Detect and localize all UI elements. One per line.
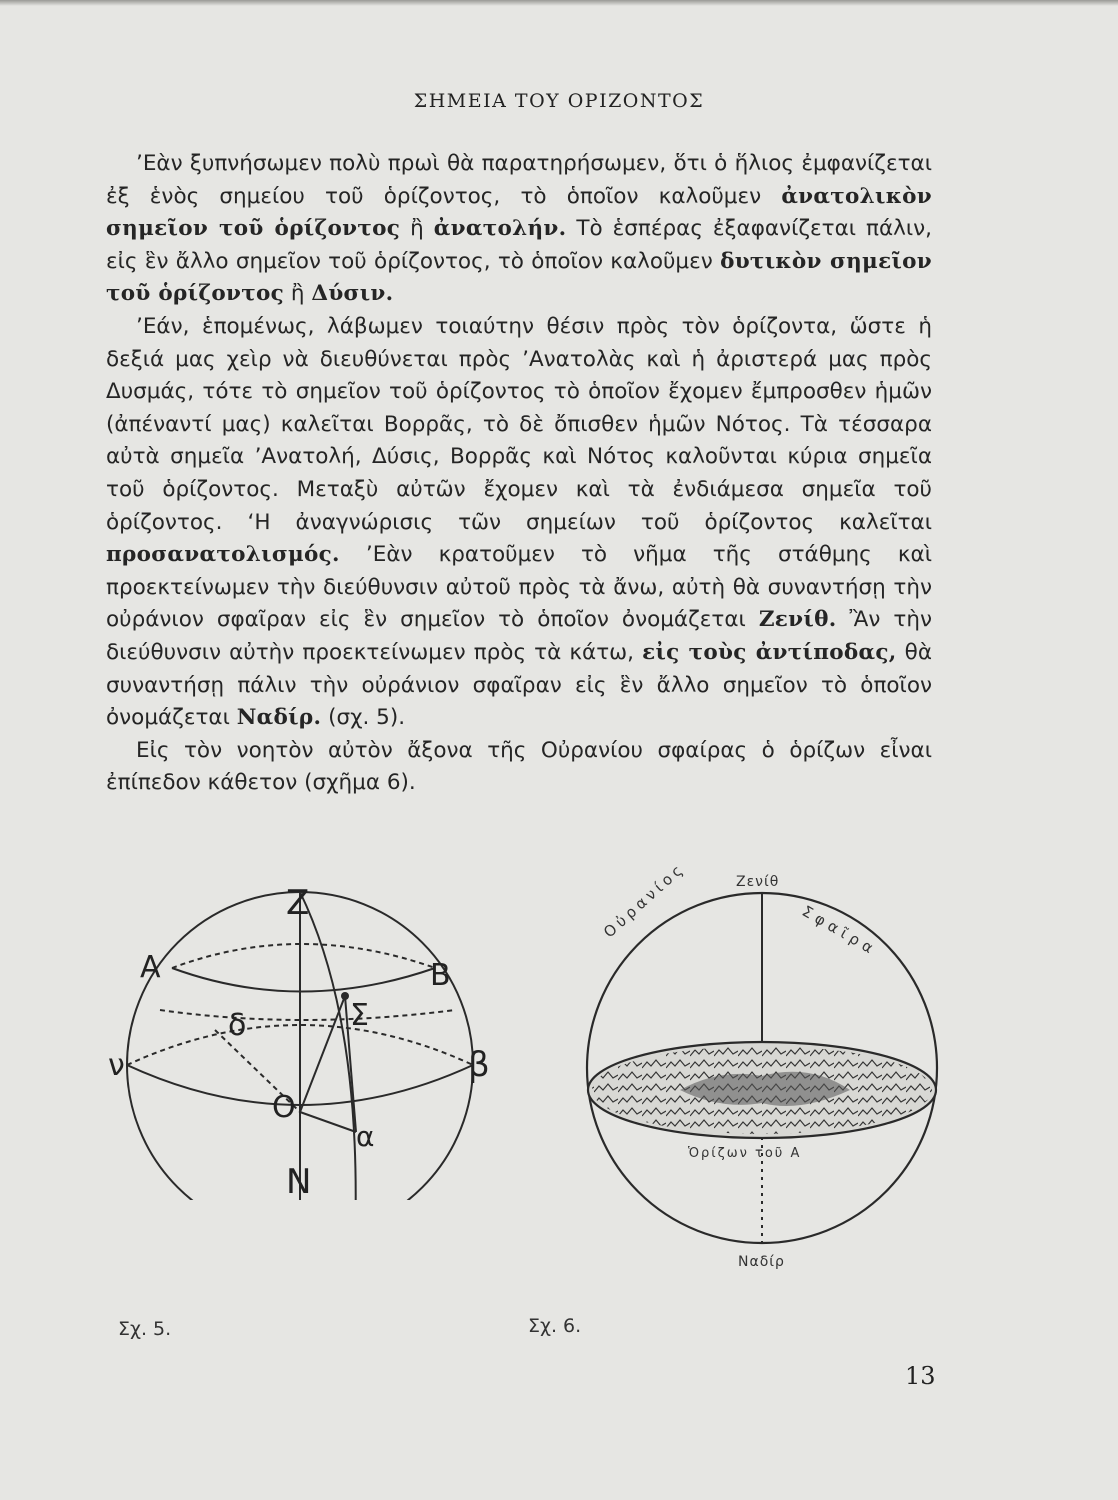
fig5-label-beta: β xyxy=(468,1045,490,1085)
fig6-arc-right-label: Σφαῖρα xyxy=(799,902,881,960)
page-edge xyxy=(0,0,1118,6)
figure-5-caption: Σχ. 5. xyxy=(118,1318,172,1340)
star-point xyxy=(341,992,349,1000)
celestial-sphere-diagram xyxy=(100,880,500,1200)
text-run: ἢ xyxy=(284,281,312,307)
fig5-label-z: Z xyxy=(286,883,310,923)
bold-term-nadir: Ναδίρ. xyxy=(236,705,322,731)
fig5-label-n: N xyxy=(286,1162,312,1202)
fig5-label-delta: δ xyxy=(228,1008,247,1043)
fig5-label-alpha: α xyxy=(356,1120,375,1153)
page-number: 13 xyxy=(905,1362,936,1390)
text-run: ’Εάν, ἑπομένως, λάβωμεν τοιαύτην θέσιν πρὸς τὸν ὁρίζοντα, ὥστε ἡ δεξιά μας χεὶρ νὰ διευθύνεται πρὸς ’Ανατολὰς καὶ ἡ ἀριστερά μας πρὸς Δυσμάς, τότε τὸ σημεῖον τοῦ ὁρίζοντος τὸ ὁποῖον ἔχομεν ἔμπροσθεν ἡμῶν (ἀπέναντί μας) καλεῖται Βορρᾶς, τὸ δὲ ὄπισθεν ἡμῶν Νότος. Τὰ τέσσαρα αὐτὰ σημεῖα ’Ανατολή, Δύσις, Βορρᾶς καὶ Νότος καλοῦνται κύρια σημεῖα τοῦ ὁρίζοντος. Μεταξὺ αὐτῶν ἔχομεν καὶ τὰ ἐνδιάμεσα σημεῖα τοῦ ὁρίζοντος. ‘Η ἀναγνώρισις τῶν σημείων τοῦ ὁρίζοντος καλεῖται xyxy=(106,313,932,535)
bold-term-zenith: Ζενίθ. xyxy=(758,607,837,633)
vertical-circle xyxy=(300,892,356,1200)
fig5-label-a: A xyxy=(140,950,161,985)
fig6-nadir-label: Ναδίρ xyxy=(738,1254,785,1270)
fig5-label-sigma: Σ xyxy=(350,998,369,1033)
bold-term-eastern-point: ἀνατολικὸν σημεῖον τοῦ ὁρίζοντος xyxy=(106,183,932,242)
fig5-label-nu: ν xyxy=(108,1048,125,1083)
fig5-label-b: B xyxy=(430,958,451,993)
bold-term-orientation: προσανατολισμός. xyxy=(106,542,340,568)
figure-5 xyxy=(100,880,500,1200)
text-run: θὰ συναντήσῃ πάλιν τὴν οὐράνιον σφαῖραν εἰς ἓν ἄλλο σημεῖον τὸ ὁποῖον ὀνομάζεται xyxy=(106,639,932,731)
inner-arc-back xyxy=(160,1010,455,1020)
figure-6-caption: Σχ. 6. xyxy=(528,1315,582,1337)
parallel-back xyxy=(172,944,435,968)
bold-term-western-point: δυτικὸν σημεῖον τοῦ ὁρίζοντος xyxy=(106,248,932,307)
text-run: Εἰς τὸν νοητὸν αὐτὸν ἄξονα τῆς Οὐρανίου σφαίρας ὁ ὁρίζων εἶναι ἐπίπεδον κάθετον (σχῆμα 6). xyxy=(106,737,932,796)
paragraph-2 xyxy=(106,311,932,735)
bold-term-east: ἀνατολήν. xyxy=(433,216,567,242)
text-run: Τὸ ἑσπέρας ἐξαφανίζεται πάλιν, εἰς ἓν ἄλλο σημεῖον τοῦ ὁρίζοντος, τὸ ὁποῖον καλοῦμεν xyxy=(106,216,932,274)
body-text xyxy=(106,148,932,800)
paragraph-1 xyxy=(106,148,932,311)
text-run: ἢ xyxy=(400,216,434,242)
fig6-arc-left-label: Οὐρανίος xyxy=(600,858,689,942)
horizon-sphere-diagram xyxy=(570,878,950,1278)
text-run: ’Εὰν ξυπνήσωμεν πολὺ πρωὶ θὰ παρατηρήσωμεν, ὅτι ὁ ἥλιος ἐμφανίζεται ἐξ ἑνὸς σημείου τοῦ ὁρίζοντος, τὸ ὁποῖον καλοῦμεν xyxy=(106,151,932,209)
page-heading: ΣΗΜΕΙΑ ΤΟΥ ΟΡΙΖΟΝΤΟΣ xyxy=(413,90,705,112)
parallel-front xyxy=(172,968,435,992)
angle-line xyxy=(300,1112,356,1132)
text-run: (σχ. 5). xyxy=(321,705,406,731)
bold-term-antipodes: εἰς τοὺς ἀντίποδας, xyxy=(642,639,897,665)
paragraph-3 xyxy=(106,735,932,800)
text-run: Ἂν τὴν διεύθυνσιν αὐτὴν προεκτείνωμεν πρὸς τὰ κάτω, xyxy=(106,607,932,665)
fig5-label-o: O xyxy=(272,1090,296,1125)
fig6-zenith-label: Ζενίθ xyxy=(736,874,780,890)
bold-term-west: Δύσιν. xyxy=(311,281,394,307)
star-line xyxy=(300,996,345,1112)
figure-6 xyxy=(570,858,950,1278)
text-run: ’Εὰν κρατοῦμεν τὸ νῆμα τῆς στάθμης καὶ προεκτείνωμεν τὴν διεύθυνσιν αὐτοῦ πρὸς τὰ ἄνω, αὐτὴ θὰ συναντήσῃ τὴν οὐράνιον σφαῖραν εἰς ἓν σημεῖον τὸ ὁποῖον ὀνομάζεται xyxy=(106,542,932,633)
fig6-horizon-label: Ὁρίζων τοῦ Α xyxy=(688,1146,802,1161)
